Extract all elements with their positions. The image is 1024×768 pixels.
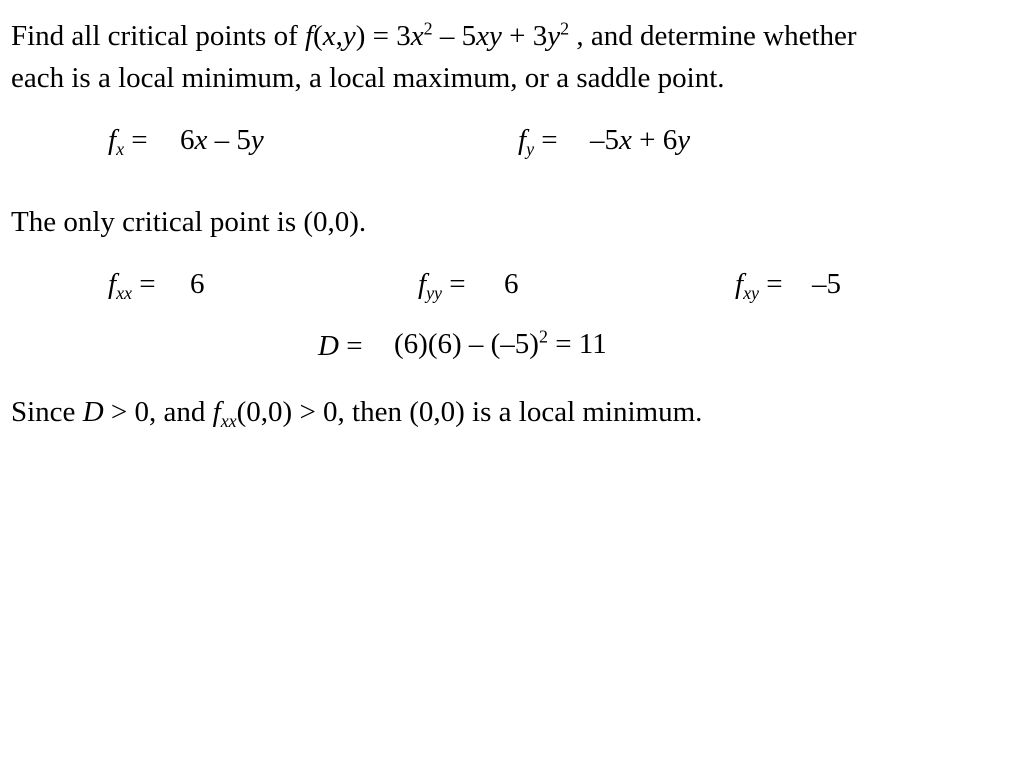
fxy-subscript: xy	[743, 282, 760, 303]
conclusion-statement: Since D > 0, and $f_{xx}(0,0) > 0$, then (0,0) is a local minimum.	[11, 396, 703, 431]
discriminant-result: = 11	[547, 328, 607, 360]
problem-line1-tail: , and determine whether	[569, 20, 857, 52]
fy-label: $f_y$ =	[518, 124, 558, 159]
fx-label: $f_x$ =	[108, 124, 148, 159]
term3-variable: y	[547, 20, 561, 52]
problem-statement-line-2: each is a local minimum, a local maximum, or a saddle point.	[11, 62, 725, 94]
discriminant-expression: $(6)(6) - (-5)^2 = 11$	[394, 326, 607, 360]
equals-coefficient: = 3	[365, 20, 411, 52]
fyy-subscript: yy	[426, 282, 443, 303]
fyy-value: 6	[504, 268, 519, 300]
term1-exponent: 2	[423, 18, 433, 39]
discriminant-label: D =	[318, 330, 363, 362]
function-args: (x,y)	[313, 20, 366, 52]
fxy-label: $f_{xy}$ =	[735, 268, 783, 303]
fxx-label: $f_{xx}$ =	[108, 268, 156, 303]
fyy-label: $f_{yy}$ =	[418, 268, 466, 303]
minus-five: – 5	[432, 20, 477, 52]
function-name: f	[304, 20, 314, 52]
fx-subscript: x	[116, 138, 125, 159]
fxx-value: 6	[190, 268, 205, 300]
problem-statement-line-1	[11, 18, 857, 52]
fx-expression: 6x – 5y	[180, 124, 264, 156]
fy-equals: =	[534, 124, 558, 156]
fx-equals: =	[124, 124, 148, 156]
fy-expression: –5x + 6y	[590, 124, 691, 156]
conclusion-fxx-subscript: xx	[220, 410, 237, 431]
term2-variable: xy	[476, 20, 502, 52]
fy-subscript: y	[526, 138, 535, 159]
fxy-value: –5	[812, 268, 841, 300]
discriminant-exponent: 2	[538, 326, 548, 347]
plus-three: + 3	[501, 20, 548, 52]
term3-exponent: 2	[560, 18, 570, 39]
critical-point-statement: The only critical point is (0,0).	[11, 206, 367, 238]
term1-variable: x	[410, 20, 424, 52]
fxx-subscript: xx	[116, 282, 133, 303]
problem-intro-text: Find all critical points of	[11, 20, 305, 52]
